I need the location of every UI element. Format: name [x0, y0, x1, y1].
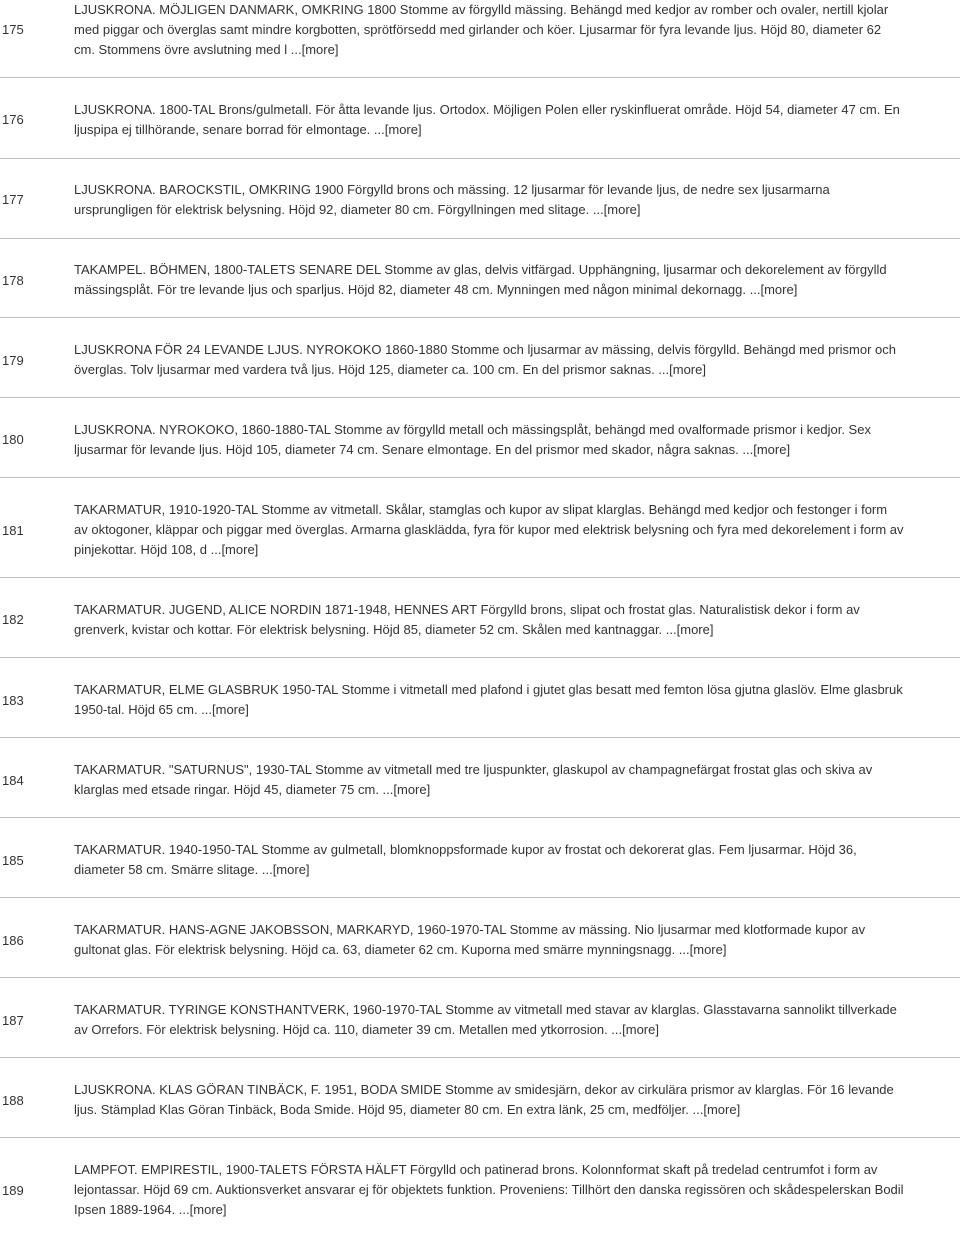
more-link[interactable]: [more] [393, 782, 431, 797]
lot-number: 175 [2, 22, 24, 37]
lot-text: TAKARMATUR. HANS-AGNE JAKOBSSON, MARKARYD, 1960-1970-TAL Stomme av mässing. Nio ljusarmar med klotformade kupor av gultonat glas. För elektrisk belysning. Höjd ca. 63, diameter 62 cm. Kuporna med smärre mynningsnagg. ... [74, 922, 866, 957]
divider [0, 158, 960, 159]
lot-number: 188 [2, 1093, 24, 1108]
more-link[interactable]: [more] [622, 1022, 659, 1037]
lot-text: LJUSKRONA. BAROCKSTIL, OMKRING 1900 Förgylld brons och mässing. 12 ljusarmar för levande ljus, de nedre sex ljusarmarna ursprungligen för elektrisk belysning. Höjd 92, diameter 80 cm. Förgyllningen med slitage. ... [74, 182, 830, 217]
lot-number: 189 [2, 1183, 24, 1198]
lot-text: TAKARMATUR. TYRINGE KONSTHANTVERK, 1960-1970-TAL Stomme av vitmetall med stavar av klarglas. Glasstavarna sannolikt tillverkade av Orrefors. För elektrisk belysning. Höjd ca. 110, diameter 39 cm. Metallen med ytkorrosion. ... [74, 1002, 897, 1037]
divider [0, 977, 960, 978]
lot-number: 181 [2, 523, 24, 538]
divider [0, 657, 960, 658]
more-link[interactable]: [more] [384, 122, 422, 137]
lot-number: 185 [2, 853, 24, 868]
divider [0, 817, 960, 818]
divider [0, 577, 960, 578]
more-link[interactable]: [more] [212, 702, 249, 717]
more-link[interactable]: [more] [669, 362, 706, 377]
divider [0, 238, 960, 239]
lot-number: 178 [2, 273, 24, 288]
lot-description [74, 1000, 904, 1040]
lot-text: TAKARMATUR, ELME GLASBRUK 1950-TAL Stomme i vitmetall med plafond i gjutet glas besatt med femton lösa gjutna glaslöv. Elme glasbruk 1950-tal. Höjd 65 cm. ... [74, 682, 903, 717]
lot-description [74, 1160, 904, 1220]
lot-number: 184 [2, 773, 24, 788]
lot-text: LJUSKRONA. KLAS GÖRAN TINBÄCK, F. 1951, BODA SMIDE Stomme av smidesjärn, dekor av cirkulära prismor av klarglas. För 16 levande ljus. Stämplad Klas Göran Tinbäck, Boda Smide. Höjd 95, diameter 80 cm. En extra länk, 25 cm, medföljer. ... [74, 1082, 894, 1117]
divider [0, 397, 960, 398]
divider [0, 897, 960, 898]
divider [0, 77, 960, 78]
lot-description [74, 760, 904, 800]
lot-number: 177 [2, 192, 24, 207]
lot-description [74, 1080, 904, 1120]
more-link[interactable]: [more] [676, 622, 714, 637]
divider [0, 737, 960, 738]
more-link[interactable]: [more] [703, 1102, 741, 1117]
lot-text: LJUSKRONA. MÖJLIGEN DANMARK, OMKRING 1800 Stomme av förgylld mässing. Behängd med kedjor av romber och ovaler, nertill kjolar med piggar och överglas samt mindre korgbotten, sprötförsedd med girlander och köer. Ljusarmar för fyra levande ljus. Höjd 80, diameter 62 cm. Stommens övre avslutning med l ... [74, 2, 889, 57]
lot-text: LJUSKRONA. 1800-TAL Brons/gulmetall. För åtta levande ljus. Ortodox. Möjligen Polen eller ryskinfluerat område. Höjd 54, diameter 47 cm. En ljuspipa ej tillhörande, senare borrad för elmontage. ... [74, 102, 900, 137]
divider [0, 1137, 960, 1138]
lot-description [74, 680, 904, 720]
more-link[interactable]: [more] [189, 1202, 227, 1217]
lot-text: LJUSKRONA FÖR 24 LEVANDE LJUS. NYROKOKO 1860-1880 Stomme och ljusarmar av mässing, delvis förgylld. Behängd med prismor och överglas. Tolv ljusarmar med vardera två ljus. Höjd 125, diameter ca. 100 cm. En del prismor saknas. ... [74, 342, 896, 377]
more-link[interactable]: [more] [603, 202, 641, 217]
lot-description [74, 420, 904, 460]
lot-description [74, 100, 904, 140]
lot-number: 180 [2, 432, 24, 447]
lot-number: 176 [2, 112, 24, 127]
more-link[interactable]: [more] [272, 862, 310, 877]
more-link[interactable]: [more] [753, 442, 791, 457]
lot-text: TAKARMATUR. "SATURNUS", 1930-TAL Stomme av vitmetall med tre ljuspunkter, glaskupol av champagnefärgat frostat glas och skiva av klarglas med etsade ringar. Höjd 45, diameter 75 cm. ... [74, 762, 873, 797]
lot-number: 187 [2, 1013, 24, 1028]
lot-description [74, 500, 904, 560]
more-link[interactable]: [more] [760, 282, 798, 297]
lot-number: 182 [2, 612, 24, 627]
lot-text: LAMPFOT. EMPIRESTIL, 1900-TALETS FÖRSTA HÄLFT Förgylld och patinerad brons. Kolonnformat skaft på tredelad centrumfot i form av lejontassar. Höjd 69 cm. Auktionsverket ansvarar ej för objektets funktion. Proveniens: Tillhört den danska regissören och skådespelerskan Bodil Ipsen 1889-1964. ... [74, 1162, 904, 1217]
divider [0, 477, 960, 478]
lot-number: 179 [2, 353, 24, 368]
lot-description [74, 260, 904, 300]
more-link[interactable]: [more] [301, 42, 339, 57]
lot-description [74, 920, 904, 960]
more-link[interactable]: [more] [221, 542, 259, 557]
lot-description [74, 840, 904, 880]
lot-text: LJUSKRONA. NYROKOKO, 1860-1880-TAL Stomme av förgylld metall och mässingsplåt, behängd med ovalformade prismor i kedjor. Sex ljusarmar för levande ljus. Höjd 105, diameter 74 cm. Senare elmontage. En del prismor med skador, några saknas. ... [74, 422, 871, 457]
divider [0, 317, 960, 318]
lot-number: 186 [2, 933, 24, 948]
lot-text: TAKARMATUR, 1910-1920-TAL Stomme av vitmetall. Skålar, stamglas och kupor av slipat klarglas. Behängd med kedjor och festonger i form av oktogoner, kläppar och piggar med överglas. Armarna glasklädda, fyra för kupor med elektrisk belysning och fyra med dekorelement i form av pinjekottar. Höjd 108, d ... [74, 502, 904, 557]
lot-text: TAKAMPEL. BÖHMEN, 1800-TALETS SENARE DEL Stomme av glas, delvis vitfärgad. Upphängning, ljusarmar och dekorelement av förgylld mässingsplåt. För tre levande ljus och sparljus. Höjd 82, diameter 48 cm. Mynningen med någon minimal dekornagg. ... [74, 262, 887, 297]
divider [0, 1057, 960, 1058]
lot-text: TAKARMATUR. JUGEND, ALICE NORDIN 1871-1948, HENNES ART Förgylld brons, slipat och frostat glas. Naturalistisk dekor i form av grenverk, kvistar och kottar. För elektrisk belysning. Höjd 85, diameter 52 cm. Skålen med kantnaggar. ... [74, 602, 860, 637]
lot-description [74, 600, 904, 640]
lot-description [74, 340, 904, 380]
lot-description [74, 180, 904, 220]
lot-description [74, 0, 904, 60]
lot-text: TAKARMATUR. 1940-1950-TAL Stomme av gulmetall, blomknoppsformade kupor av frostat och dekorerat glas. Fem ljusarmar. Höjd 36, diameter 58 cm. Smärre slitage. ... [74, 842, 857, 877]
more-link[interactable]: [more] [689, 942, 727, 957]
lot-number: 183 [2, 693, 24, 708]
